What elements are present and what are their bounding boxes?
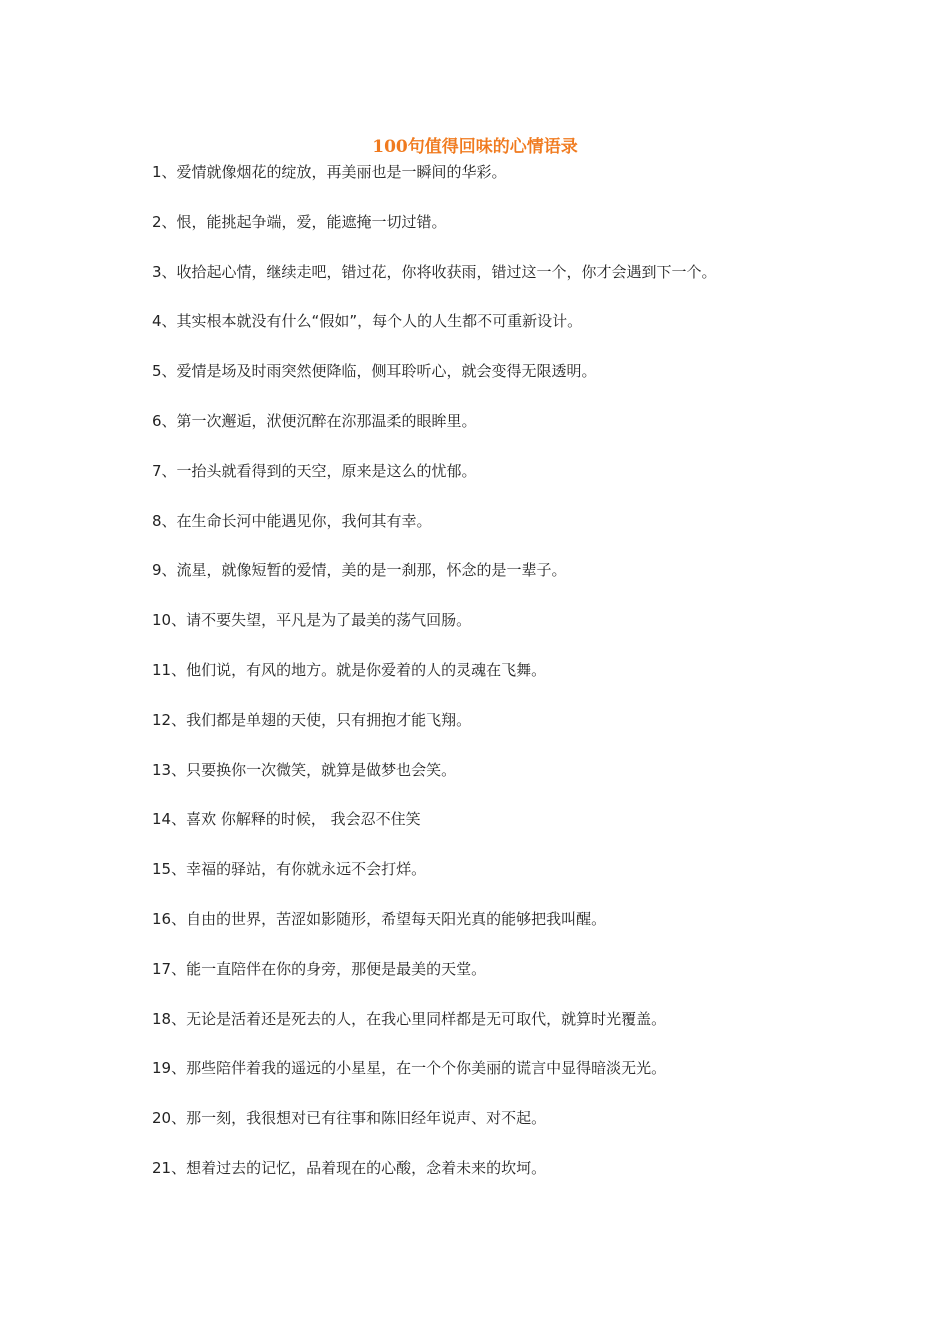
list-item: 4、其实根本就没有什么“假如”，每个人的人生都不可重新设计。: [152, 312, 583, 331]
list-item: 11、他们说，有风的地方。就是你爱着的人的灵魂在飞舞。: [152, 660, 547, 679]
list-item: 5、爱情是场及时雨突然便降临，侧耳聆听心，就会变得无限透明。: [152, 362, 597, 381]
list-item: 9、流星，就像短暂的爱情，美的是一刹那，怀念的是一辈子。: [152, 561, 567, 580]
list-item: 15、幸福的驿站，有你就永远不会打烊。: [152, 860, 427, 879]
list-item: 21、想着过去的记忆，品着现在的心酸，念着未来的坎坷。: [152, 1158, 547, 1177]
list-item: 16、自由的世界，苦涩如影随形，希望每天阳光真的能够把我叫醒。: [152, 909, 607, 928]
list-item: 17、能一直陪伴在你的身旁，那便是最美的天堂。: [152, 959, 487, 978]
list-item: 2、恨，能挑起争端，爱，能遮掩一切过错。: [152, 212, 447, 231]
list-item: 1、爱情就像烟花的绽放，再美丽也是一瞬间的华彩。: [152, 163, 507, 181]
list-item: 13、只要换你一次微笑，就算是做梦也会笑。: [152, 760, 457, 779]
document-title: 100句值得回味的心情语录: [372, 137, 578, 157]
list-item: 10、请不要失望，平凡是为了最美的荡气回肠。: [152, 611, 472, 630]
list-item: 8、在生命长河中能遇见你，我何其有幸。: [152, 511, 432, 530]
list-item: 6、第一次邂逅，洑便沉醉在沵那温柔的眼眸里。: [152, 411, 477, 430]
list-item: 20、那一刻，我很想对已有往事和陈旧经年说声、对不起。: [152, 1109, 547, 1128]
list-item: 14、喜欢 你解释的时候， 我会忍不住笑: [152, 810, 421, 829]
list-item: 19、那些陪伴着我的遥远的小星星，在一个个你美丽的谎言中显得暗淡无光。: [152, 1059, 667, 1078]
list-item: 18、无论是活着还是死去的人，在我心里同样都是无可取代，就算时光覆盖。: [152, 1009, 667, 1028]
list-item: 7、一抬头就看得到的天空，原来是这么的忧郁。: [152, 461, 477, 480]
quote-list: [152, 160, 872, 1206]
list-item: 12、我们都是单翅的天使，只有拥抱才能飞翔。: [152, 710, 472, 729]
list-item: 3、收拾起心情，继续走吧，错过花，你将收获雨，错过这一个，你才会遇到下一个。: [152, 262, 717, 281]
